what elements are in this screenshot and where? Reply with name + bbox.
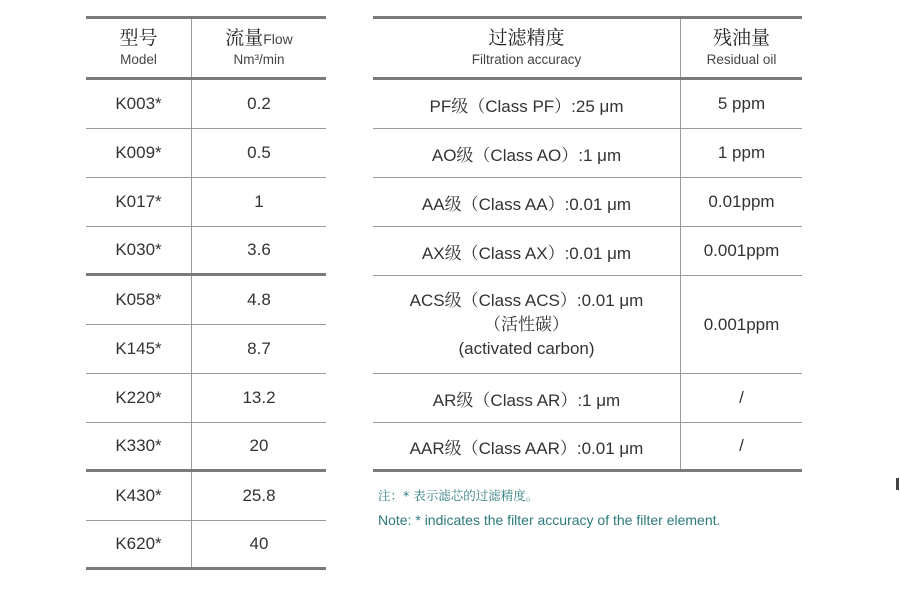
flow-header-unit: Nm³/min: [233, 52, 285, 68]
oil-cell: 0.001ppm: [680, 227, 802, 275]
flow-cell: 0.2: [191, 80, 326, 128]
table-row: [86, 227, 326, 276]
model-header: [86, 19, 191, 77]
flow-cell: 3.6: [191, 227, 326, 273]
table-row: [373, 178, 802, 227]
table-row: [86, 80, 326, 129]
accuracy-cell: AX级（Class AX）:0.01 μm: [421, 243, 632, 263]
model-cell: K003*: [115, 94, 162, 113]
model-cell: K030*: [115, 240, 162, 259]
table-row: [373, 423, 802, 472]
accuracy-header: [373, 19, 680, 77]
accuracy-cell: AAR级（Class AAR）:0.01 μm: [409, 438, 644, 458]
model-flow-table: [86, 16, 326, 570]
table-row: [86, 178, 326, 227]
table-row: [86, 423, 326, 472]
oil-cell: 1 ppm: [680, 129, 802, 177]
accuracy-line: （活性碳）: [484, 314, 569, 334]
accuracy-line: (activated carbon): [458, 338, 595, 358]
model-cell: K430*: [115, 486, 162, 505]
accuracy-cell: AR级（Class AR）:1 μm: [432, 390, 621, 410]
table-row: [86, 276, 326, 325]
flow-cell: 20: [191, 423, 326, 469]
table-row: [86, 325, 326, 374]
table-row: [86, 374, 326, 423]
model-cell: K220*: [115, 388, 162, 407]
model-cell: K620*: [115, 534, 162, 553]
table-row: [373, 276, 802, 374]
model-cell: K017*: [115, 192, 162, 211]
accuracy-cell: AA级（Class AA）:0.01 μm: [421, 194, 632, 214]
edge-mark: [896, 478, 899, 490]
oil-header: [680, 19, 802, 77]
table-row: [373, 129, 802, 178]
flow-cell: 13.2: [191, 374, 326, 422]
model-flow-header-row: [86, 19, 326, 80]
model-cell: K009*: [115, 143, 162, 162]
oil-header-zh: 残油量: [712, 27, 770, 50]
note-zh: 注：* 表示滤芯的过滤精度。: [378, 488, 539, 503]
flow-cell: 25.8: [191, 472, 326, 520]
model-cell: K058*: [115, 290, 162, 309]
accuracy-cell: AO级（Class AO）:1 μm: [431, 145, 622, 165]
table-row: [373, 227, 802, 276]
flow-header-zh: 流量: [225, 27, 264, 50]
model-header-en: Model: [120, 52, 157, 68]
flow-cell: 0.5: [191, 129, 326, 177]
accuracy-oil-header-row: [373, 19, 802, 80]
oil-cell: 0.001ppm: [680, 276, 802, 373]
model-header-zh: 型号: [119, 27, 158, 50]
model-cell: K145*: [115, 339, 162, 358]
flow-cell: 40: [191, 521, 326, 567]
accuracy-line: ACS级（Class ACS）:0.01 μm: [409, 290, 644, 310]
accuracy-header-en: Filtration accuracy: [471, 52, 582, 68]
flow-cell: 1: [191, 178, 326, 226]
flow-header-en: Flow: [263, 31, 293, 48]
accuracy-oil-table: [373, 16, 802, 472]
oil-cell: 5 ppm: [680, 80, 802, 128]
accuracy-cell: PF级（Class PF）:25 μm: [429, 96, 624, 116]
flow-cell: 4.8: [191, 276, 326, 324]
flow-cell: 8.7: [191, 325, 326, 373]
accuracy-cell: [373, 276, 680, 373]
table-row: [86, 521, 326, 570]
table-row: [86, 129, 326, 178]
flow-header: [191, 19, 326, 77]
oil-cell: /: [680, 374, 802, 422]
note-en: Note: * indicates the filter accuracy of the filter element.: [378, 512, 721, 528]
oil-cell: 0.01ppm: [680, 178, 802, 226]
model-cell: K330*: [115, 436, 162, 455]
table-row: [86, 472, 326, 521]
table-row: [373, 374, 802, 423]
oil-header-en: Residual oil: [706, 52, 777, 68]
accuracy-header-zh: 过滤精度: [488, 27, 565, 50]
table-row: [373, 80, 802, 129]
oil-cell: /: [680, 423, 802, 469]
